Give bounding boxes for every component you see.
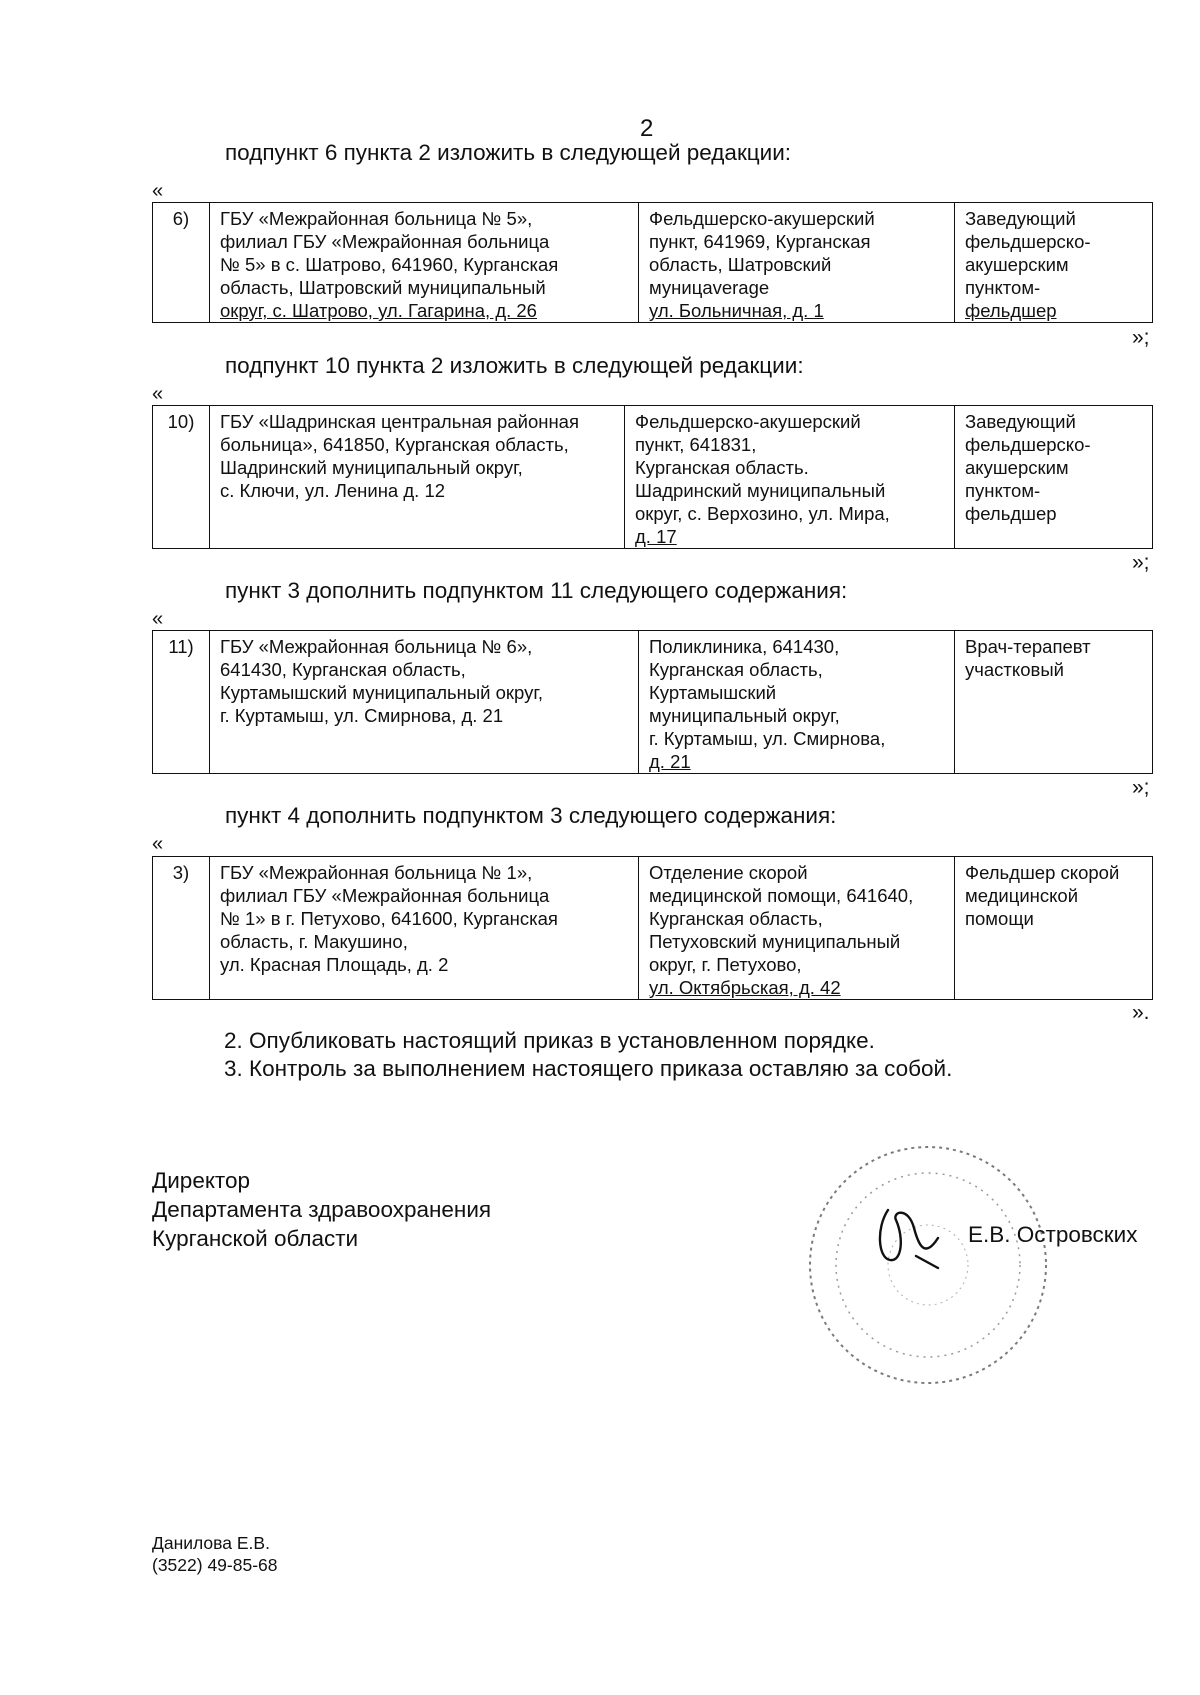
organization-cell bbox=[210, 857, 639, 1000]
section-intro: пункт 4 дополнить подпунктом 3 следующего содержания: bbox=[225, 803, 837, 828]
table-row bbox=[153, 631, 1153, 774]
amendment-table bbox=[152, 202, 1153, 323]
organization-cell bbox=[210, 631, 639, 774]
position-cell bbox=[955, 406, 1153, 549]
open-quote: « bbox=[152, 608, 164, 630]
position-text: Заведующий фельдшерско- акушерским пунктом- bbox=[965, 208, 1091, 298]
unit-cell bbox=[639, 857, 955, 1000]
row-number: 10) bbox=[153, 406, 210, 549]
organization-text: ГБУ «Межрайонная больница № 1», филиал ГБУ «Межрайонная больница № 1» в г. Петухово, 641600, Курганская область, г. Макушино, ул. Красная Площадь, д. 2 bbox=[220, 862, 558, 975]
section-intro: пункт 3 дополнить подпунктом 11 следующего содержания: bbox=[225, 578, 848, 603]
signatory-name: Е.В. Островских bbox=[968, 1222, 1138, 1247]
final-point: 2. Опубликовать настоящий приказ в установленном порядке. bbox=[224, 1028, 875, 1053]
close-quote: »; bbox=[1132, 326, 1150, 349]
organization-text: ГБУ «Межрайонная больница № 6», 641430, Курганская область, Куртамышский муниципальный округ, г. Куртамыш, ул. Смирнова, д. 21 bbox=[220, 636, 543, 726]
unit-cell bbox=[625, 406, 955, 549]
unit-last-line: ул. Октябрьская, д. 42 bbox=[649, 977, 841, 998]
final-point: 3. Контроль за выполнением настоящего приказа оставляю за собой. bbox=[224, 1056, 953, 1081]
unit-last-line: д. 17 bbox=[635, 526, 677, 547]
position-text: Заведующий фельдшерско- акушерским пунктом- фельдшер bbox=[965, 411, 1091, 524]
table-row bbox=[153, 406, 1153, 549]
position-cell bbox=[955, 203, 1153, 323]
open-quote: « bbox=[152, 833, 164, 855]
row-number: 11) bbox=[153, 631, 210, 774]
position-cell bbox=[955, 857, 1153, 1000]
position-cell bbox=[955, 631, 1153, 774]
organization-text: ГБУ «Межрайонная больница № 5», филиал ГБУ «Межрайонная больница № 5» в с. Шатрово, 641960, Курганская область, Шатровский муниципальный bbox=[220, 208, 559, 298]
executor-phone: (3522) 49-85-68 bbox=[152, 1555, 278, 1575]
section-intro: подпункт 6 пункта 2 изложить в следующей редакции: bbox=[225, 140, 792, 165]
organization-last-line: округ, с. Шатрово, ул. Гагарина, д. 26 bbox=[220, 300, 537, 321]
unit-text: Фельдшерско-акушерский пункт, 641969, Курганская область, Шатровский муницaverage bbox=[649, 208, 875, 298]
amendment-table bbox=[152, 856, 1153, 1000]
unit-last-line: ул. Больничная, д. 1 bbox=[649, 300, 824, 321]
position-text: Фельдшер скорой медицинской помощи bbox=[965, 862, 1120, 929]
open-quote: « bbox=[152, 383, 164, 405]
organization-cell bbox=[210, 203, 639, 323]
signatory-title: Директор Департамента здравоохранения Курганской области bbox=[152, 1168, 492, 1251]
amendment-table bbox=[152, 405, 1153, 549]
unit-text: Поликлиника, 641430, Курганская область, Куртамышский муниципальный округ, г. Куртамыш, ул. Смирнова, bbox=[649, 636, 886, 749]
unit-last-line: д. 21 bbox=[649, 751, 691, 772]
row-number: 6) bbox=[153, 203, 210, 323]
close-quote: ». bbox=[1132, 1001, 1150, 1024]
position-text: Врач-терапевт участковый bbox=[965, 636, 1091, 680]
executor-info bbox=[152, 1532, 278, 1576]
organization-cell bbox=[210, 406, 625, 549]
table-row bbox=[153, 203, 1153, 323]
page-number: 2 bbox=[640, 115, 654, 142]
executor-name: Данилова Е.В. bbox=[152, 1533, 270, 1553]
section-intro: подпункт 10 пункта 2 изложить в следующей редакции: bbox=[225, 353, 804, 378]
close-quote: »; bbox=[1132, 551, 1150, 574]
handwritten-signature bbox=[868, 1198, 958, 1278]
table-row bbox=[153, 857, 1153, 1000]
open-quote: « bbox=[152, 180, 164, 202]
row-number: 3) bbox=[153, 857, 210, 1000]
organization-text: ГБУ «Шадринская центральная районная больница», 641850, Курганская область, Шадринский муниципальный округ, с. Ключи, ул. Ленина д. 12 bbox=[220, 411, 579, 501]
unit-text: Фельдшерско-акушерский пункт, 641831, Курганская область. Шадринский муниципальный округ, с. Верхозино, ул. Мира, bbox=[635, 411, 890, 524]
amendment-table bbox=[152, 630, 1153, 774]
position-last-line: фельдшер bbox=[965, 300, 1057, 321]
close-quote: »; bbox=[1132, 776, 1150, 799]
unit-text: Отделение скорой медицинской помощи, 641640, Курганская область, Петуховский муниципальный округ, г. Петухово, bbox=[649, 862, 914, 975]
unit-cell bbox=[639, 631, 955, 774]
unit-cell bbox=[639, 203, 955, 323]
